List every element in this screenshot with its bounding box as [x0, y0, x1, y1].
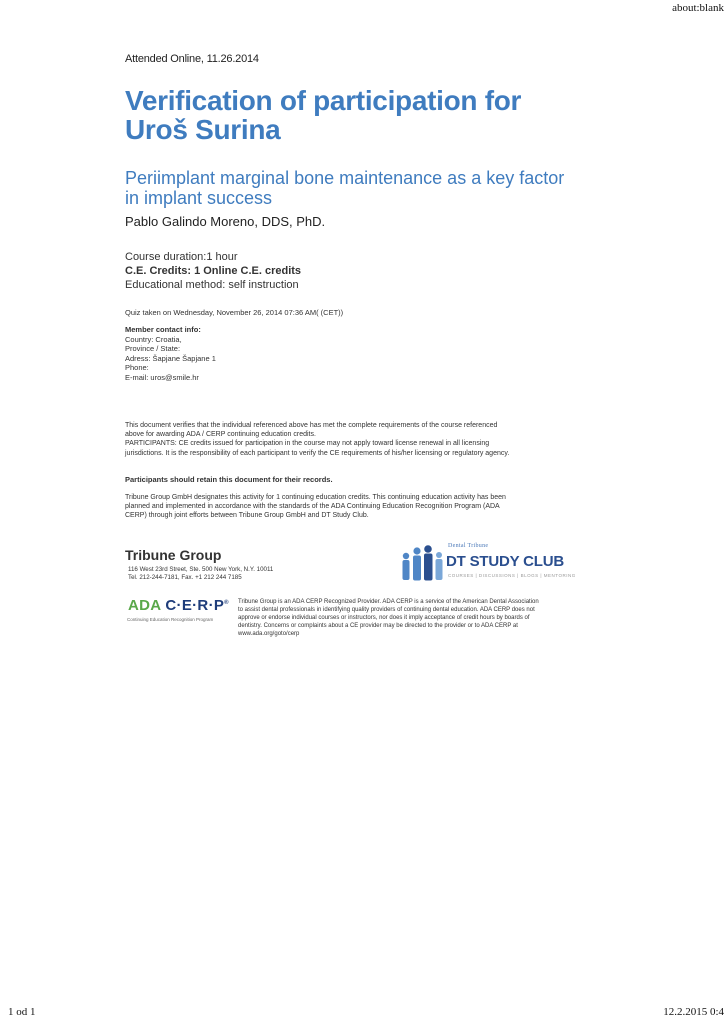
- member-country: Country: Croatia,: [125, 334, 182, 344]
- course-title-line-1: Periimplant marginal bone maintenance as a key factor: [125, 168, 565, 188]
- course-details: [125, 250, 301, 292]
- member-heading: Member contact info:: [125, 325, 201, 334]
- participants-line-2: jurisdictions. It is the responsibility of each participant to verify the CE requirements of his/her licensing or regulatory agency.: [125, 449, 510, 457]
- course-duration: Course duration:1 hour: [125, 251, 238, 263]
- ada-text-line-4: dentistry. Concerns or complaints about a CE provider may be directed to the provider or to ADA CERP at: [238, 623, 518, 629]
- verification-statement: [125, 421, 615, 458]
- tribune-address: [128, 566, 273, 582]
- participants-line-1: PARTICIPANTS: CE credits issued for participation in the course may not apply toward license renewal in all licensing: [125, 440, 490, 448]
- designates-line-1: Tribune Group GmbH designates this activity for 1 continuing education credits. This continuing education activity has been: [125, 494, 506, 501]
- browser-url: about:blank: [672, 2, 724, 14]
- tribune-group-name: Tribune Group: [125, 547, 222, 563]
- member-address: Adress: Šapjane Šapjane 1: [125, 353, 216, 363]
- title-line-1: Verification of participation for: [125, 85, 522, 116]
- tribune-phone-fax: Tel. 212-244-7181, Fax. +1 212 244 7185: [128, 574, 242, 581]
- designates-line-3: CERP) through joint efforts between Tribune Group GmbH and DT Study Club.: [125, 512, 369, 520]
- ada-text-line-2: to assist dental professionals in identifying quality providers of continuing dental education. ADA CERP does not: [238, 607, 535, 613]
- course-credits: C.E. Credits: 1 Online C.E. credits: [125, 265, 302, 277]
- retain-notice: Participants should retain this document for their records.: [125, 475, 333, 484]
- ada-cerp-link[interactable]: www.ada.org/goto/cerp: [238, 631, 300, 637]
- designation-statement: [125, 493, 615, 521]
- quiz-date: Quiz taken on Wednesday, November 26, 2014 07:36 AM( (CET)): [125, 308, 344, 317]
- page-count: 1 od 1: [8, 1006, 36, 1018]
- member-province: Province / State:: [125, 344, 181, 354]
- ada-text-line-1: Tribune Group is an ADA CERP Recognized Provider. ADA CERP is a service of the American Dental Association: [238, 599, 539, 605]
- ada-logo-text: ADA: [128, 597, 162, 614]
- ada-text-line-3: approve or endorse individual courses or instructors, nor does it imply acceptance of credit hours by boards of: [238, 615, 530, 621]
- member-phone: Phone:: [125, 363, 149, 373]
- presenter: Pablo Galindo Moreno, DDS, PhD.: [125, 214, 326, 229]
- ada-cerp-statement: [238, 598, 608, 638]
- dt-study-club-people-icon: [398, 544, 444, 584]
- verify-line-1: This document verifies that the individual referenced above has met the complete requirements of the course referenced: [125, 422, 498, 429]
- member-email: E-mail: uros@smile.hr: [125, 372, 199, 382]
- dt-pre-label: Dental Tribune: [448, 543, 489, 549]
- member-contact: [125, 325, 216, 383]
- ada-cerp-subtitle: Continuing Education Recognition Program: [127, 617, 214, 622]
- course-method: Educational method: self instruction: [125, 279, 299, 291]
- dt-study-club-tagline: COURSES | DISCUSSIONS | BLOGS | MENTORING: [448, 573, 576, 578]
- course-title: [125, 168, 625, 208]
- verify-line-2: above for awarding ADA / CERP continuing education credits.: [125, 431, 316, 439]
- ada-cerp-logo: [128, 597, 229, 614]
- participant-name: Uroš Surina: [125, 114, 281, 145]
- tribune-street: 116 West 23rd Street, Ste. 500 New York, N.Y. 10011: [128, 566, 274, 573]
- page-title: [125, 86, 645, 144]
- designates-line-2: planned and implemented in accordance with the standards of the ADA Continuing Education Recognition Program (ADA: [125, 503, 500, 511]
- cerp-logo-text: C·E·R·P: [165, 597, 225, 614]
- attended-date: Attended Online, 11.26.2014: [125, 53, 259, 65]
- dt-study-club-name: DT STUDY CLUB: [446, 553, 564, 570]
- course-title-line-2: in implant success: [125, 188, 273, 208]
- registered-mark: ®: [224, 600, 229, 606]
- print-date-time: 12.2.2015 0:4: [663, 1006, 724, 1018]
